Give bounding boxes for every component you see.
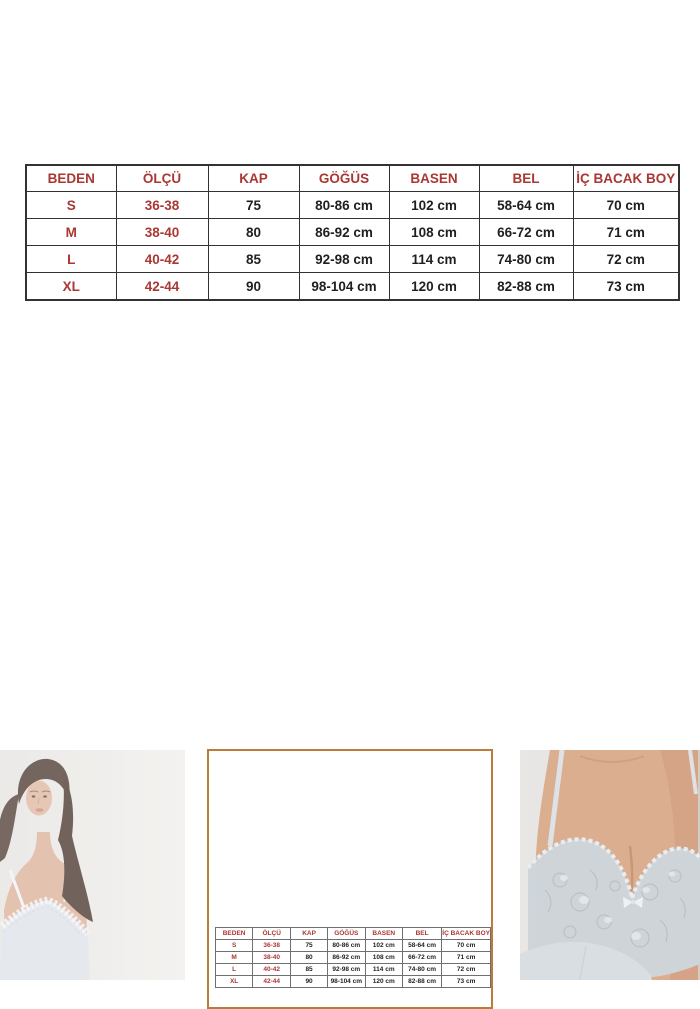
mini-header-cell: GÖĞÜS	[327, 928, 365, 940]
mini-cell: 108 cm	[365, 952, 402, 964]
mini-cell: 36-38	[253, 940, 291, 952]
table-header-row	[26, 165, 679, 192]
mini-table-row	[216, 964, 491, 976]
cell: 71 cm	[573, 219, 679, 246]
cell: 38-40	[116, 219, 208, 246]
mini-cell: 90	[291, 976, 328, 988]
cell: L	[26, 246, 116, 273]
mini-cell: 102 cm	[365, 940, 402, 952]
cell: 40-42	[116, 246, 208, 273]
cell: XL	[26, 273, 116, 301]
model-photo	[0, 750, 185, 980]
cell: S	[26, 192, 116, 219]
mini-cell: 58-64 cm	[402, 940, 441, 952]
mini-cell: S	[216, 940, 253, 952]
cell: 58-64 cm	[479, 192, 573, 219]
mini-cell: 40-42	[253, 964, 291, 976]
cell: 80-86 cm	[299, 192, 389, 219]
cell: 73 cm	[573, 273, 679, 301]
thumbnail-model-photo[interactable]	[0, 750, 185, 980]
mini-cell: 71 cm	[442, 952, 491, 964]
cell: 98-104 cm	[299, 273, 389, 301]
cell: 80	[208, 219, 299, 246]
mini-cell: 75	[291, 940, 328, 952]
header-cell-gogus: GÖĞÜS	[299, 165, 389, 192]
cell: M	[26, 219, 116, 246]
cell: 36-38	[116, 192, 208, 219]
mini-size-chart-table	[215, 927, 491, 988]
mini-cell: L	[216, 964, 253, 976]
mini-cell: XL	[216, 976, 253, 988]
mini-cell: 72 cm	[442, 964, 491, 976]
header-cell-olcu: ÖLÇÜ	[116, 165, 208, 192]
mini-table-row	[216, 976, 491, 988]
mini-cell: 114 cm	[365, 964, 402, 976]
cell: 102 cm	[389, 192, 479, 219]
header-cell-ic-bacak-boy: İÇ BACAK BOY	[573, 165, 679, 192]
mini-cell: M	[216, 952, 253, 964]
table-row-s	[26, 192, 679, 219]
mini-cell: 80-86 cm	[327, 940, 365, 952]
thumbnail-size-chart-card[interactable]	[207, 749, 493, 1009]
cell: 75	[208, 192, 299, 219]
cell: 66-72 cm	[479, 219, 573, 246]
table-row-xl	[26, 273, 679, 301]
mini-header-cell: BEL	[402, 928, 441, 940]
mini-cell: 120 cm	[365, 976, 402, 988]
mini-table-row	[216, 952, 491, 964]
mini-cell: 38-40	[253, 952, 291, 964]
mini-cell: 70 cm	[442, 940, 491, 952]
mini-cell: 73 cm	[442, 976, 491, 988]
header-cell-bel: BEL	[479, 165, 573, 192]
cell: 70 cm	[573, 192, 679, 219]
cell: 120 cm	[389, 273, 479, 301]
mini-header-row	[216, 928, 491, 940]
mini-cell: 74-80 cm	[402, 964, 441, 976]
size-chart-table	[25, 164, 680, 301]
cell: 90	[208, 273, 299, 301]
mini-cell: 92-98 cm	[327, 964, 365, 976]
cell: 108 cm	[389, 219, 479, 246]
header-cell-basen: BASEN	[389, 165, 479, 192]
mini-header-cell: BASEN	[365, 928, 402, 940]
mini-header-cell: ÖLÇÜ	[253, 928, 291, 940]
cell: 82-88 cm	[479, 273, 573, 301]
cell: 114 cm	[389, 246, 479, 273]
mini-header-cell: BEDEN	[216, 928, 253, 940]
table-row-l	[26, 246, 679, 273]
mini-cell: 82-88 cm	[402, 976, 441, 988]
mini-cell: 86-92 cm	[327, 952, 365, 964]
mini-cell: 42-44	[253, 976, 291, 988]
header-cell-kap: KAP	[208, 165, 299, 192]
cell: 86-92 cm	[299, 219, 389, 246]
cell: 72 cm	[573, 246, 679, 273]
mini-table-row	[216, 940, 491, 952]
mini-header-cell: İÇ BACAK BOY	[442, 928, 491, 940]
mini-header-cell: KAP	[291, 928, 328, 940]
table-row-m	[26, 219, 679, 246]
cell: 92-98 cm	[299, 246, 389, 273]
thumbnail-lace-detail-photo[interactable]	[520, 750, 700, 980]
mini-cell: 80	[291, 952, 328, 964]
mini-cell: 66-72 cm	[402, 952, 441, 964]
lace-detail-photo	[520, 750, 700, 980]
mini-cell: 85	[291, 964, 328, 976]
cell: 42-44	[116, 273, 208, 301]
cell: 85	[208, 246, 299, 273]
header-cell-beden: BEDEN	[26, 165, 116, 192]
cell: 74-80 cm	[479, 246, 573, 273]
mini-cell: 98-104 cm	[327, 976, 365, 988]
